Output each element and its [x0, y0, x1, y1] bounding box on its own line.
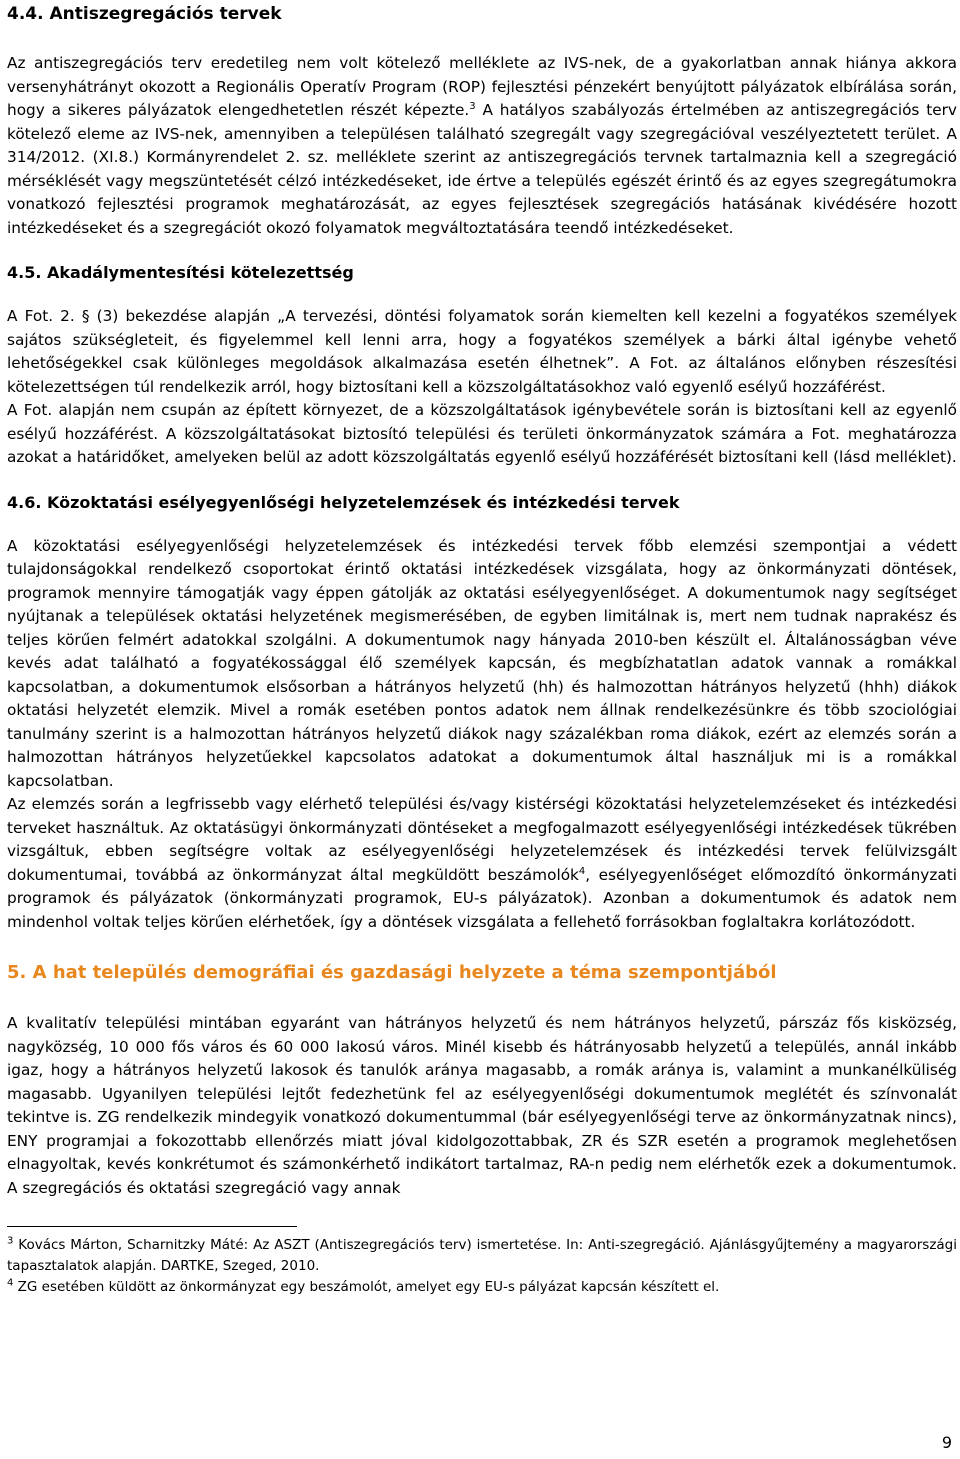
footnote-4-number: 4	[7, 1277, 14, 1289]
section-4-5-heading: 4.5. Akadálymentesítési kötelezettség	[7, 263, 354, 282]
footnote-3	[7, 1235, 957, 1277]
section-4-5-paragraph-1: A Fot. 2. § (3) bekezdése alapján „A tervezési, döntési folyamatok során kiemelten kell kezelni a fogyatékos személyek sajátos szükségleteit, és figyelemmel kell lenni arra, hogy a fogyatékos személyek a bárki által igénybe vehető lehetőségekkel csak különleges megoldások alkalmazása esetén élhetnek”. A Fot. az általános előnyben részesítési kötelezettségen túl rendelkezik arról, hogy biztosítani kell a közszolgáltatásokhoz való egyenlő esélyű hozzáférést.	[7, 307, 957, 396]
footnote-divider	[7, 1226, 297, 1227]
section-4-6-paragraph-2	[7, 793, 957, 934]
section-4-4-heading: 4.4. Antiszegregációs tervek	[7, 4, 282, 24]
footnote-ref-4[interactable]: 4	[578, 865, 586, 877]
footnote-3-text: Kovács Márton, Scharnitzky Máté: Az ASZT (Antiszegregációs terv) ismertetése. In: Anti-szegregáció. Ajánlásgyűjtemény a magyarországi tapasztalatok alapján. DARTKE, Szeged, 2010.	[7, 1237, 957, 1274]
section-4-4-text-a: Az antiszegregációs terv eredetileg nem volt kötelező melléklete az IVS-nek, de a gyakorlatban annak hiánya akkora versenyhátrányt okozott a Regionális Operatív Program (ROP) fejlesztési pénzekért benyújtott pályázatok elbírálása során, hogy a sikeres pályázatok elengedhetetlen részét képezte.	[7, 54, 957, 119]
section-4-6-heading: 4.6. Közoktatási esélyegyenlőségi helyzetelemzések és intézkedési tervek	[7, 492, 680, 512]
section-5-heading: 5. A hat település demográfiai és gazdasági helyzete a téma szempontjából	[7, 962, 777, 983]
footnote-ref-3[interactable]: 3	[469, 100, 476, 112]
section-4-6-text-a: Az elemzés során a legfrissebb vagy elérhető települési és/vagy kistérségi közoktatási helyzetelemzéseket és intézkedési terveket használtuk. Az oktatásügyi önkormányzati döntéseket a megfogalmazott esélyegyenlőségi intézkedések tükrében vizsgáltuk, ebben segítségre voltak az esélyegyenlőségi helyzetelemzések és intézkedési tervek felülvizsgált dokumentumai, továbbá az önkormányzat által megküldött beszámolók	[7, 795, 957, 884]
section-4-6-paragraph-1: A közoktatási esélyegyenlőségi helyzetelemzések és intézkedési tervek főbb elemzési szempontjai a védett tulajdonságokkal rendelkező csoportokat érintő oktatási intézkedések vizsgálata, hogy az önkormányzati döntések, programok mennyire támogatják vagy éppen gátolják az oktatási esélyegyenlőséget. A dokumentumok nagy segítséget nyújtanak a települések oktatási helyzetének megismerésében, de egyben limitálnak is, mert nem tudnak naprakész és teljes körűen felmért adatokkal szolgálni. A dokumentumok nagy hányada 2010-ben készült el. Általánosságban véve kevés adat található a fogyatékossággal élő személyek kapcsán, és megbízhatatlan adatok vannak a romákkal kapcsolatban, a dokumentumok elsősorban a hátrányos helyzetű (hh) és halmozottan hátrányos helyzetű (hhh) diákok oktatási helyzetét elemzik. Mivel a romák esetében pontos adatok nem állnak rendelkezésünkre és több szociológiai tanulmány szerint is a halmozottan hátrányos helyzetű diákok nagy százalékban roma diákok, ezért az elemzés során a halmozottan hátrányos helyzetűekkel kapcsolatos adatokat a dokumentumok által használjuk mi is a romákkal kapcsolatban.	[7, 536, 957, 790]
document-page	[7, 0, 957, 1298]
section-4-4-text-b: A hatályos szabályozás értelmében az antiszegregációs terv kötelező eleme az IVS-nek, amennyiben a településen található szegregált vagy szegregációval veszélyeztetett terület. A 314/2012. (XI.8.) Kormányrendelet 2. sz. melléklete szerint az antiszegregációs tervnek tartalmaznia kell a szegregáció mérséklését vagy megszüntetését célzó intézkedéseket, ide értve a település egészét érintő és az egyes szegregátumokra vonatkozó fejlesztési programok meghatározását, az egyes fejlesztések szegregációs hatásának kivédésére hozott intézkedéseket és a szegregációt okozó folyamatok megváltoztatására teendő intézkedéseket.	[7, 101, 957, 237]
section-4-6-text-b: , esélyegyenlőséget előmozdító önkormányzati programok és pályázatok (önkormányzati programok, EU-s pályázatok). Azonban a dokumentumok és adatok nem mindenhol voltak teljes körűen elérhetőek, így a döntések vizsgálata a fellehető forrásokban foglaltakra korlátozódott.	[7, 865, 958, 931]
page-number: 9	[941, 1433, 952, 1452]
section-4-4-paragraph	[7, 52, 957, 240]
footnote-3-number: 3	[7, 1235, 14, 1247]
section-5-paragraph-1: A kvalitatív települési mintában egyaránt van hátrányos helyzetű és nem hátrányos helyzetű, párszáz fős kisközség, nagyközség, 10 000 fős város és 60 000 lakosú város. Minél kisebb és hátrányosabb helyzetű a település, annál inkább igaz, hogy a hátrányos helyzetű lakosok és tanulók aránya magasabb, a romák aránya is, valamint a munkanélküliség magasabb. Ugyanilyen települési lejtőt fedezhetünk fel az esélyegyenlőségi dokumentumok meglétét és színvonalát tekintve is. ZG rendelkezik mindegyik vonatkozó dokumentummal (bár esélyegyenlőségi terve az önkormányzatnak nincs), ENY programjai a fokozottabb ellenőrzés miatt jóval kidolgozottabbak, ZR és SZR esetén a programok meglehetősen elnagyoltak, kevés konkrétumot és számonkérhető indikátort tartalmaz, RA-n pedig nem elérhetők ezek a dokumentumok. A szegregációs és oktatási szegregáció vagy annak	[7, 1014, 957, 1197]
footnote-4-text: ZG esetében küldött az önkormányzat egy beszámolót, amelyet egy EU-s pályázat kapcsán készített el.	[13, 1279, 720, 1295]
section-4-5-paragraph-2: A Fot. alapján nem csupán az épített környezet, de a közszolgáltatások igénybevétele során is biztosítani kell az egyenlő esélyű hozzáférést. A közszolgáltatásokat biztosító települési és területi önkormányzatok számára a Fot. meghatározza azokat a határidőket, amelyeken belül az adott közszolgáltatás egyenlő esélyű hozzáférését biztosítani kell (lásd melléklet).	[7, 401, 957, 466]
footnote-4	[7, 1277, 957, 1298]
